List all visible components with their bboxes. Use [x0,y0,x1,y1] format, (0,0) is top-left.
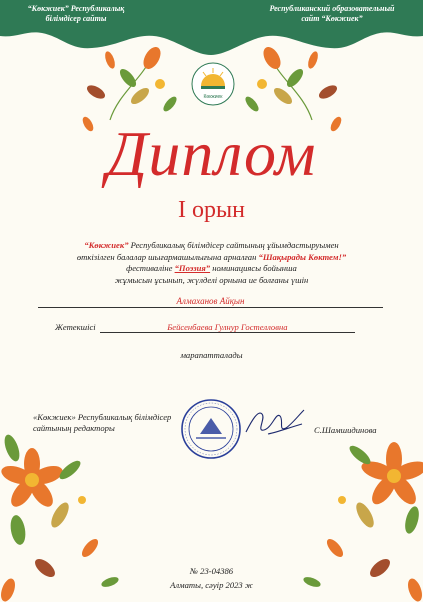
header-right-line1: Республиканский образовательный [269,4,395,13]
body-line3-prefix: фестиваліне [126,263,175,273]
site-logo [191,62,235,106]
body-line1: Республикалық білімдісер сайтының ұйымдастыруымен [128,240,339,250]
diploma-title: Диплом [106,118,317,189]
header-left-line2: білімдісер сайты [45,14,107,23]
festival-name: “Шақырады Көктем!” [258,251,347,262]
official-stamp [180,398,242,460]
site-name: “Көкжиек” [84,240,129,250]
diploma-number: № 23-04386 [189,566,234,576]
header-left-line1: “Көкжиек” Республикалық [27,4,125,13]
flower-bottom-right [302,442,423,602]
leader-row [55,322,375,333]
winner-name: Алмаханов Айқын [38,296,383,308]
header-right-line2: сайт “Көкжиек” [301,14,363,23]
place-label: I орын [178,197,245,223]
diploma-body [34,240,389,286]
header-right-text [247,4,417,24]
city-date: Алматы, сәуір 2023 ж [170,580,253,590]
body-line3-suffix: номинациясы бойынша [210,263,297,273]
awarded-text: марапатталады [180,350,243,360]
header-left-text [6,4,146,24]
editor-signature [242,402,308,442]
editor-name: С.Шамшидинова [314,425,377,435]
editor-block [33,412,193,434]
flower-bottom-left [0,433,120,602]
body-line2: өткізілген балалар шығармашылығына арналған [76,251,259,262]
nomination-name: “Поэзия” [174,263,211,273]
editor-line1: «Көкжиек» Республикалық білімдісер [33,412,172,422]
editor-line2: сайтының редакторы [33,423,115,433]
logo-caption: Көкжиек [203,94,223,100]
body-line4: жұмысын ұсынып, жүлделі орнына ие болғаны үшін [114,274,309,285]
leader-label: Жетекшісі [55,322,96,332]
leader-name: Бейсенбаева Гулнур Гостелловна [100,322,355,333]
